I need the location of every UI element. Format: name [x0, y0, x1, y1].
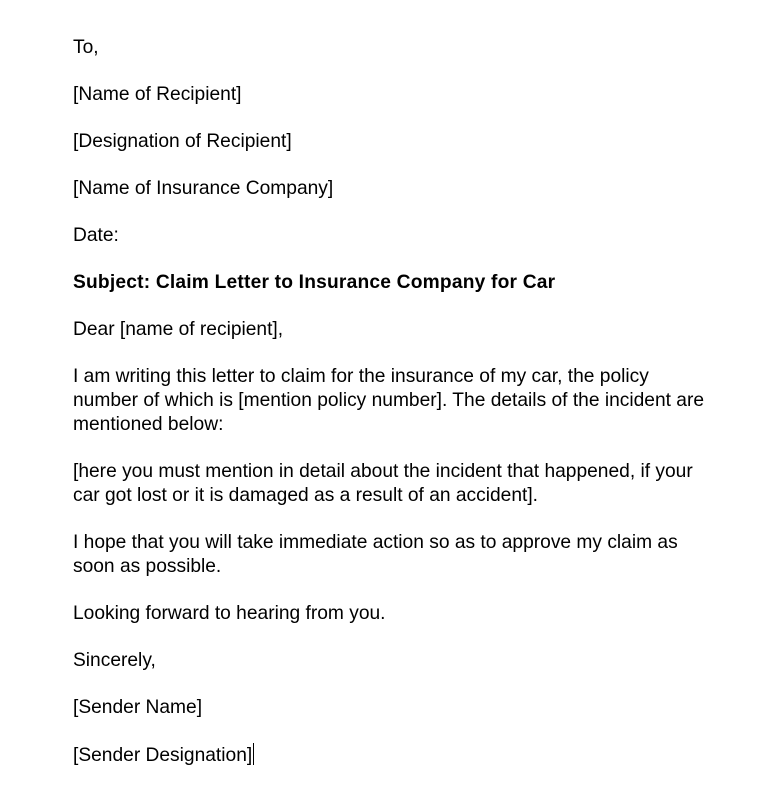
sender-designation: [Sender Designation] — [73, 745, 253, 766]
text-cursor — [253, 743, 254, 765]
paragraph-closing-remark: Looking forward to hearing from you. — [73, 603, 386, 624]
greeting: Dear [name of recipient], — [73, 319, 284, 340]
paragraph-claim: I am writing this letter to claim for the insurance of my car, the policy number of which is [mention policy number]. The details of the incident are mentioned below: — [73, 366, 705, 435]
paragraph-request: I hope that you will take immediate action so as to approve my claim as soon as possible. — [73, 532, 678, 577]
to-line: To, — [73, 37, 99, 58]
sender-designation-line — [73, 743, 713, 768]
insurance-company-name: [Name of Insurance Company] — [73, 178, 334, 199]
closing: Sincerely, — [73, 650, 156, 671]
recipient-name: [Name of Recipient] — [73, 84, 242, 105]
sender-name: [Sender Name] — [73, 697, 203, 718]
recipient-designation: [Designation of Recipient] — [73, 131, 292, 152]
subject-line: Subject: Claim Letter to Insurance Company for Car — [73, 272, 556, 293]
paragraph-incident: [here you must mention in detail about the incident that happened, if your car got lost or it is damaged as a result of an accident]. — [73, 461, 693, 506]
date-line: Date: — [73, 225, 119, 246]
letter-body[interactable] — [73, 36, 713, 768]
